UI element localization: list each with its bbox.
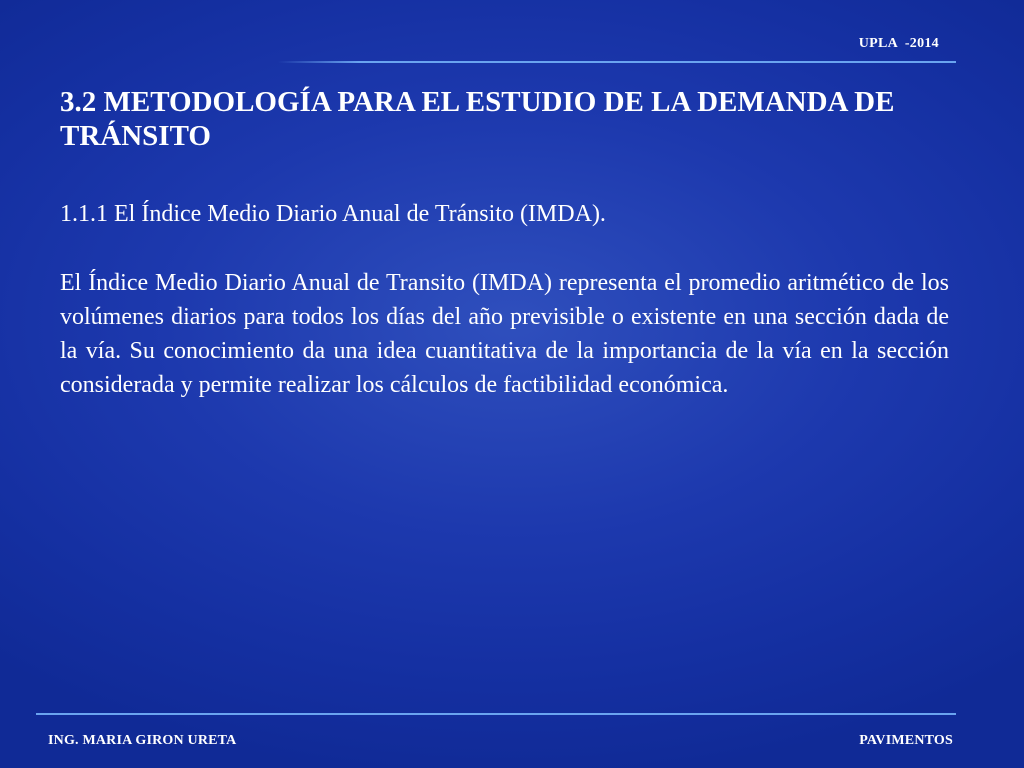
- section-subtitle: 1.1.1 El Índice Medio Diario Anual de Tránsito (IMDA).: [60, 201, 606, 227]
- footer-course: PAVIMENTOS: [859, 733, 953, 748]
- slide-title: 3.2 METODOLOGÍA PARA EL ESTUDIO DE LA DEMANDA DE TRÁNSITO: [60, 86, 895, 152]
- bottom-divider: [36, 713, 956, 715]
- footer-author: ING. MARIA GIRON URETA: [48, 733, 237, 748]
- body-paragraph: El Índice Medio Diario Anual de Transito (IMDA) representa el promedio aritmético de los volúmenes diarios para todos los días del año previsible o existente en una sección dada de la vía. Su conocimiento da una idea cuantitativa de la importancia de la vía en la sección considerada y permite realizar los cálculos de factibilidad económica.: [60, 270, 949, 398]
- top-divider: [278, 61, 956, 63]
- header-label: UPLA -2014: [858, 36, 939, 51]
